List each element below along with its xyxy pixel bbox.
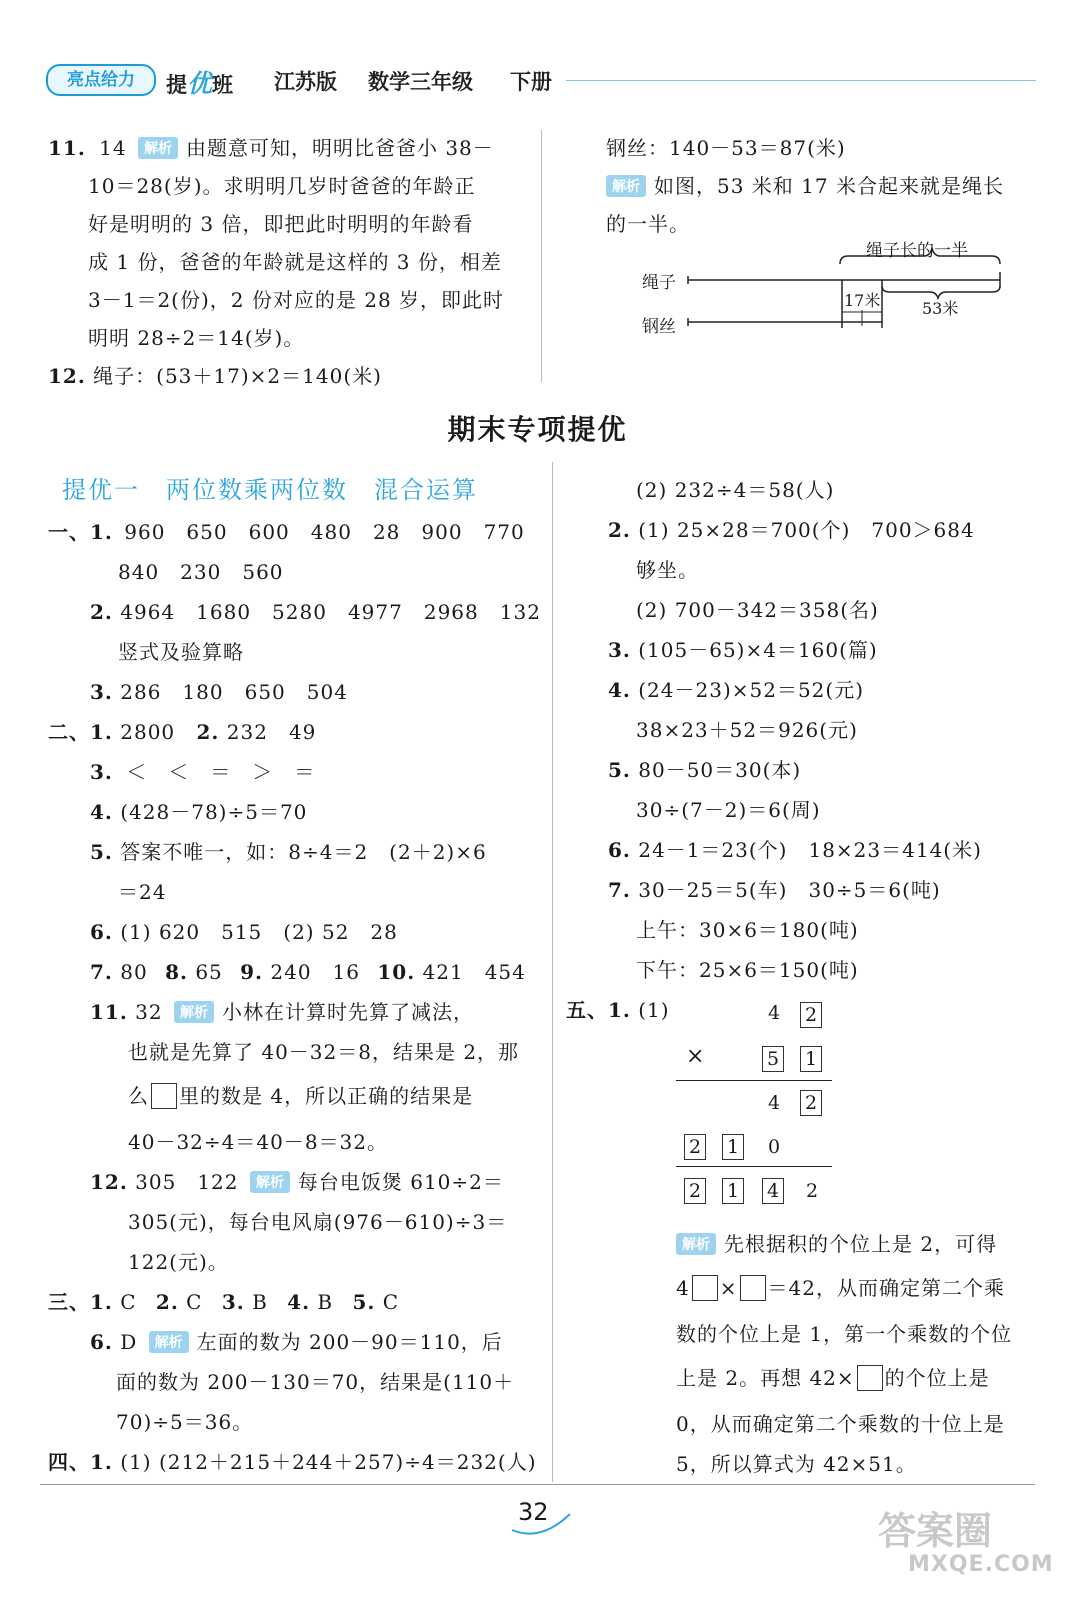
text-part: ＝42，从而确定第二个乘 [767, 1276, 1005, 1300]
page-number-badge [506, 1494, 576, 1538]
analysis-line [606, 170, 1004, 199]
part2-q12 [90, 1166, 504, 1195]
q-number: 四、1. [48, 1450, 113, 1474]
text-line: 305(元)，每台电风扇(976－610)÷3＝ [128, 1210, 508, 1234]
vertical-multiplication [676, 1000, 836, 1210]
q-number: 3. [90, 680, 113, 704]
text-line: 40－32÷4＝40－8＝32。 [128, 1130, 389, 1154]
answer: 232 49 [226, 720, 317, 744]
watermark-url: MXQE.COM [908, 1552, 1054, 1577]
answer: 240 16 [270, 960, 360, 984]
answer: 65 [195, 960, 223, 984]
q-number: 一、1. [48, 520, 113, 544]
answer: 2800 [120, 720, 176, 744]
subject: 数学三年级 [368, 70, 473, 94]
answer: 421 454 [422, 960, 526, 984]
answers: 4964 1680 5280 4977 2968 132 [120, 600, 541, 624]
brand-part-3: 班 [212, 73, 234, 97]
blank-box [740, 1275, 766, 1301]
r-q6 [608, 834, 982, 863]
digit-box: 4 [762, 1178, 784, 1204]
part2-q1-2 [48, 716, 316, 745]
answer: 24－1＝23(个) 18×23＝414(米) [638, 838, 982, 862]
edition: 江苏版 [274, 70, 337, 94]
answer: B [317, 1290, 334, 1314]
text-line-with-box [676, 1272, 1005, 1301]
q-number: 8. [165, 960, 188, 984]
text-part: × [719, 1276, 738, 1300]
brand-badge: 亮点给力 [46, 64, 156, 96]
answer: ＜ ＜ ＝ ＞ ＝ [126, 760, 316, 784]
text-line: 明明 28÷2＝14(岁)。 [88, 326, 305, 350]
answers: 286 180 650 504 [120, 680, 348, 704]
r-q2 [608, 514, 975, 543]
blank-box [857, 1365, 883, 1391]
digit: 4 [768, 1002, 781, 1024]
text-part: 4 [676, 1276, 690, 1300]
answer: 答案不唯一，如：8÷4＝2 (2＋2)×6 [120, 840, 487, 864]
text-line: 下午：25×6＝150(吨) [636, 958, 859, 982]
part2-q4 [90, 796, 307, 825]
analysis-text: 先根据积的个位上是 2，可得 [724, 1232, 998, 1256]
part2-q11 [90, 996, 474, 1025]
q-number: 7. [90, 960, 113, 984]
q-number: 10. [377, 960, 416, 984]
section-title: 期末专项提优 [447, 413, 628, 446]
text-line: 5，所以算式为 42×51。 [676, 1452, 917, 1476]
answer: C [382, 1290, 400, 1314]
answer: ＝24 [118, 880, 167, 904]
q-number: 7. [608, 878, 631, 902]
q-number: 9. [240, 960, 264, 984]
rule-1 [676, 1080, 832, 1081]
analysis-text: 由题意可知，明明比爸爸小 38－ [185, 136, 494, 160]
text-line: 竖式及验算略 [118, 640, 244, 664]
sub-number: (1) [638, 998, 670, 1022]
digit: 2 [806, 1180, 819, 1202]
answer: 80－50＝30(本) [638, 758, 802, 782]
answer: D [120, 1330, 138, 1354]
seg-17-label: 17米 [844, 291, 881, 310]
analysis-tag: 解析 [606, 175, 646, 197]
text-line: 3－1＝2(份)，2 份对应的是 28 岁，即此时 [88, 288, 505, 312]
text-line: 好是明明的 3 倍，即把此时明明的年龄看 [88, 212, 474, 236]
part1-line1 [48, 516, 525, 545]
answer: 32 [135, 1000, 163, 1024]
analysis-tag: 解析 [174, 1001, 214, 1023]
part4-q1 [48, 1446, 537, 1475]
column-divider-top [541, 130, 542, 382]
text-line: 够坐。 [636, 558, 699, 582]
blank-box [692, 1275, 718, 1301]
q-number: 三、1. [48, 1290, 113, 1314]
column-divider-bottom [552, 462, 553, 1482]
q-number: 二、1. [48, 720, 113, 744]
digit-box: 2 [684, 1178, 706, 1204]
page-number: 32 [518, 1498, 549, 1526]
text-line-with-box [128, 1080, 473, 1109]
r-q5 [608, 754, 801, 783]
q-number: 12. [48, 364, 86, 388]
q-number: 5. [90, 840, 113, 864]
brand-part-2: 优 [187, 69, 213, 98]
analysis-text: 左面的数为 200－90＝110，后 [196, 1330, 503, 1354]
brand-name [166, 64, 233, 100]
answer: (1) 620 515 (2) 52 28 [120, 920, 398, 944]
text-line: (2) 700－342＝358(名) [636, 598, 879, 622]
answer: C [186, 1290, 203, 1314]
answer-text: 绳子：(53＋17)×2＝140(米) [93, 364, 382, 388]
q-number: 4. [90, 800, 113, 824]
q-number: 11. [48, 136, 86, 160]
text-line: 数的个位上是 1，第一个乘数的个位 [676, 1322, 1013, 1346]
analysis-text: 小林在计算时先算了减法， [221, 1000, 474, 1024]
answer: B [252, 1290, 268, 1314]
digit-box: 1 [722, 1134, 744, 1160]
watermark: 答案圈 [878, 1509, 993, 1553]
answer: 305 122 [135, 1170, 239, 1194]
rope-label: 绳子 [642, 273, 676, 293]
seg-53-label: 53米 [922, 299, 959, 318]
text-line: 30÷(7－2)＝6(周) [636, 798, 821, 822]
digit-box: 2 [800, 1090, 822, 1116]
analysis-tag: 解析 [250, 1171, 290, 1193]
text-line: (2) 232÷4＝58(人) [636, 478, 835, 502]
text-line: 面的数为 200－130＝70，结果是(110＋ [116, 1370, 515, 1394]
answers: 840 230 560 [118, 560, 284, 584]
q-number: 6. [90, 920, 113, 944]
header-rule [566, 80, 1036, 81]
q-number: 11. [90, 1000, 128, 1024]
answer-12 [48, 360, 382, 389]
answer: (1) (212＋215＋244＋257)÷4＝232(人) [120, 1450, 537, 1474]
text-line: 10＝28(岁)。求明明几岁时爸爸的年龄正 [88, 174, 476, 198]
q-number: 2. [196, 720, 220, 744]
part2-q7-10 [90, 956, 526, 985]
part3-q1-5 [48, 1286, 399, 1315]
digit-box: 1 [722, 1178, 744, 1204]
analysis-text: 每台电饭煲 610÷2＝ [297, 1170, 504, 1194]
text-line: 钢丝：140－53＝87(米) [606, 136, 846, 160]
analysis-line [676, 1228, 997, 1257]
digit-box: 2 [800, 1002, 822, 1028]
digit: 4 [768, 1092, 781, 1114]
text-line: 0，从而确定第二个乘数的十位上是 [676, 1412, 1005, 1436]
part2-q3 [90, 756, 315, 785]
text-line-with-box [676, 1362, 990, 1391]
q-number: 4. [608, 678, 631, 702]
analysis-tag: 解析 [138, 137, 178, 159]
answers: 960 650 600 480 28 900 770 [124, 520, 525, 544]
q-number: 2. [90, 600, 113, 624]
text-line: 也就是先算了 40－32＝8，结果是 2，那 [128, 1040, 520, 1064]
digit-box: 2 [684, 1134, 706, 1160]
r-q3 [608, 634, 878, 663]
text-line: 的一半。 [606, 212, 690, 236]
part2-q6 [90, 916, 398, 945]
answer: (428－78)÷5＝70 [120, 800, 308, 824]
q-number: 5. [608, 758, 631, 782]
q-number: 5. [352, 1290, 376, 1314]
text-line: 38×23＋52＝926(元) [636, 718, 858, 742]
answer-11 [48, 132, 494, 161]
subsection-title: 提优一 两位数乘两位数 混合运算 [62, 476, 478, 504]
digit-box: 1 [800, 1046, 822, 1072]
q-number: 6. [90, 1330, 113, 1354]
text-part: 么 [128, 1084, 149, 1108]
r-q7 [608, 874, 941, 903]
part1-q2 [90, 596, 541, 625]
part5-q1 [566, 994, 670, 1023]
digit: 0 [768, 1136, 781, 1158]
digit-box: 5 [762, 1046, 784, 1072]
answer: (1) 25×28＝700(个) 700＞684 [638, 518, 975, 542]
brand-part-1: 提 [166, 73, 187, 97]
analysis-text: 如图，53 米和 17 米合起来就是绳长 [654, 174, 1004, 198]
segment-diagram [600, 236, 1030, 346]
q-number: 五、1. [566, 998, 631, 1022]
analysis-tag: 解析 [676, 1233, 716, 1255]
text-line: 70)÷5＝36。 [116, 1410, 254, 1434]
answer: 80 [120, 960, 148, 984]
r-q4 [608, 674, 864, 703]
q-number: 3. [608, 638, 631, 662]
text-part: 上是 2。再想 42× [676, 1366, 855, 1390]
rule-2 [676, 1166, 832, 1167]
analysis-tag: 解析 [149, 1331, 189, 1353]
wire-label: 钢丝 [642, 317, 676, 337]
volume: 下册 [510, 70, 552, 94]
q-number: 12. [90, 1170, 128, 1194]
answer-value: 14 [99, 136, 127, 160]
answer: (105－65)×4＝160(篇) [638, 638, 878, 662]
text-line: 上午：30×6＝180(吨) [636, 918, 859, 942]
q-number: 3. [221, 1290, 245, 1314]
text-line: 成 1 份，爸爸的年龄就是这样的 3 份，相差 [88, 250, 502, 274]
part1-q3 [90, 676, 348, 705]
times-sign: × [686, 1044, 705, 1069]
part3-q6 [90, 1326, 503, 1355]
text-line: 122(元)。 [128, 1250, 229, 1274]
q-number: 6. [608, 838, 631, 862]
q-number: 4. [287, 1290, 311, 1314]
answer: (24－23)×52＝52(元) [638, 678, 865, 702]
answer: C [120, 1290, 137, 1314]
blank-box [151, 1083, 177, 1109]
answer: 30－25＝5(车) 30÷5＝6(吨) [638, 878, 941, 902]
q-number: 2. [155, 1290, 179, 1314]
part2-q5 [90, 836, 487, 865]
brace-label: 绳子长的一半 [866, 241, 968, 261]
footer-rule [40, 1484, 1035, 1485]
q-number: 3. [90, 760, 113, 784]
text-part: 的个位上是 [884, 1366, 990, 1390]
q-number: 2. [608, 518, 631, 542]
text-part: 里的数是 4，所以正确的结果是 [179, 1084, 474, 1108]
